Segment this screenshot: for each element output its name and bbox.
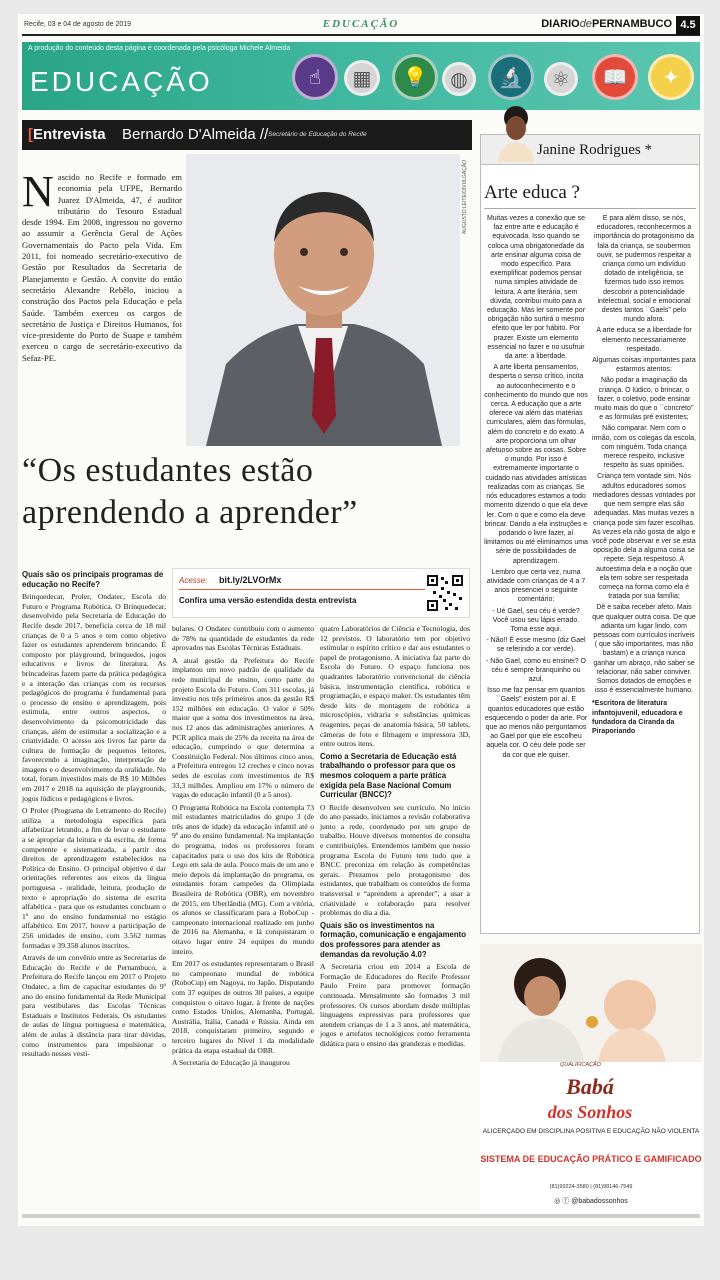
opinion-paragraph: Criança tem vontade sim. Nós adultos educadores somos mediadores dessas vontades por que nem sempre elas são adequadas. Mas muitas vezes a criança pode sim fazer escolhas. As vezes ela não gosta de algo e você pode observar e ver se esta oposição dela a alguma coisa se repete. Seja respeitoso. A autoestima dela e a noção que ela tem sobre ser respeitada começa na forma como ela é tratada por sua família; bbox=[592, 473, 696, 601]
newspaper-logo bbox=[541, 18, 672, 30]
ad-logo-line-1: Babá bbox=[566, 1074, 614, 1099]
access-link[interactable]: bit.ly/2LVOrMx bbox=[219, 575, 282, 585]
interview-paragraph: Brinquedecar, Proler, Ondatec, Escola do Futuro e Programa Robótica. O Brinquedecar, desenvolvido pela Secretaria de Educação do Recife desde 2017, beneficia cerca de 18 mil crianças de 0 a 5 anos e tem como objetivo fazer os estudantes aprenderem brincando. É composto por playground, brinquedos, jogos educativos e livros de literatura. As brincadeiras fazem parte da prática pedagógica e a interação das crianças com os recursos pedagógicos do programa é fundamental para o processo de ensino e aprendizagem, pois estimula, entre outros aspectos, o desenvolvimento da psicomotricidade das crianças, além de estimular a socialização e a criatividade. O acesso aos livros faz parte da cultura de formação de pequenos leitores, favorecendo a imaginação, interpretação de imagens e o desenvolvimento da oralidade. No total, foram investidos mais de R$ 10 Milhões em 2017 e 2018 na aquisição de playgrounds, jogos lúdicos e pedagógicos e livros. bbox=[22, 592, 166, 803]
newspaper-page bbox=[18, 14, 704, 1226]
ad-photo bbox=[480, 944, 702, 1062]
ad-social: ◎ ⓕ @babadossonhos bbox=[554, 1198, 628, 1205]
opinion-paragraph: Não comparar. Nem com o irmão, com os colegas da escola, com ninguém. Toda criança merece respeito, inclusive respeito às suas opiniões. bbox=[592, 425, 696, 470]
opinion-title: Arte educa ? bbox=[484, 182, 580, 203]
opinion-paragraph: Dê e saiba receber afeto. Mais que qualquer outra coisa. De que adianta um lugar lindo, com pessoas com currículos incríveis ( que são importantes, mas não bastam) e a criança nunca ganhar um abraço, não saber se relacionar, não saber conviver. Somos dotados de emoções e isso é essencialmente humano. bbox=[592, 604, 696, 695]
interview-paragraph: Em 2017 os estudantes representaram o Brasil no campeonato mundial de robótica (RoboCup) em Nagoya, no Japão. Disputando com 37 equipes de outros 30 países, a equipe conquistou o oitavo lugar, à frente de nações como Estados Unidos, Alemanha, Portugal, Austrália, Itália, Canadá e Rússia. Ainda em 2018, conquistaram primeiro, segundo e terceiro lugares do Nível 1 da modalidade prática da etapa estadual da OBR. bbox=[172, 959, 314, 1055]
ad-logo-line-2: dos Sonhos bbox=[547, 1102, 633, 1122]
columnist-avatar bbox=[494, 104, 538, 162]
interview-paragraph: A Secretaria de Educação já inaugurou bbox=[172, 1058, 290, 1068]
opinion-paragraph: Não podar a imaginação da criança. O lúdico, o brincar, o fazer, o coletivo, pode ensinar muito mais do que o ``concreto'' e as fórmulas pré existentes; bbox=[594, 377, 694, 422]
interview-paragraph: O Programa Robótica na Escola contempla 73 mil estudantes matriculados do grupo 3 (de três anos de idade) da educação infantil até o 9º ano do ensino fundamental. Na implantação do programa, todos os professores foram capacitados para o uso dos kits de Robótica Lego em sala de aula. Pouco mais de um ano e meio depois da implantação do programa, os estudantes foram campeões da Olimpíada Brasileira de Robótica (OBR), em novembro de 2015, em Uberlândia (MG). Com a vitória, os alunos se classificaram para a RoboCup - campeonato internacional realizado em junho de 2016 na Alemanha, e lá conquistaram o oitavo lugar entre 24 equipes do mundo inteiro. bbox=[172, 802, 314, 956]
logo-part-2: de bbox=[579, 18, 592, 30]
interviewee-name: Bernardo D'Almeida // bbox=[122, 126, 269, 143]
touch-screen-icon: ☝ bbox=[292, 54, 338, 100]
article-column-1 bbox=[22, 570, 166, 1062]
ad-tagline: ALICERÇADO EM DISCIPLINA POSITIVA E EDUCAÇÃO NÃO VIOLENTA bbox=[482, 1128, 700, 1135]
atom-icon: ⚛ bbox=[544, 62, 578, 96]
edition-date: Recife, 03 e 04 de agosto de 2019 bbox=[24, 21, 132, 28]
ad-logo bbox=[530, 1070, 650, 1126]
masthead bbox=[22, 16, 700, 36]
interview-question: Quais são os principais programas de educação no Recife? bbox=[22, 570, 164, 589]
interview-paragraph: A Secretaria criou em 2014 a Escola de Formação de Educadores do Recife Professor Paulo Freire para promover formação continuada. Mensalmente são formados 3 mil professores. Os cursos abordam desde múltiplas linguagens expressivas para professores que atendem crianças de 1 a 3 anos, até matemática, jogos e artefatos tecnológicos como ferramenta didática para o ensino das grandezas e medidas. bbox=[320, 962, 470, 1048]
opinion-paragraph: - Ué Gael, seu céu é verde? Você usou seu lápis errado. Toma esse aqui. bbox=[492, 607, 580, 633]
interview-paragraph: bulares. O Ondatec contribuiu com o aumento de 78% na quantidade de estudantes da rede aprovados nas Escolas Técnicas Estaduais. bbox=[172, 624, 314, 653]
globe-icon: ◍ bbox=[442, 62, 476, 96]
interview-intro bbox=[22, 167, 182, 364]
book-icon: 📖 bbox=[592, 54, 638, 100]
interview-paragraph: A atual gestão da Prefeitura do Recife implantou um novo padrão de qualidade da rede municipal de ensino, como parte do projeto Escola do Futuro. Com 311 escolas, já investiu nos três primeiros anos da gestão R$ 152 milhões em educação. O valor é 50% maior que a soma dos investimentos na área, nos 12 anos das administrações anteriores. A PCR aplica mais de 25% da receita na área de educação, cumprindo o que determina a Constituição Federal. Nos últimos cinco anos, a Prefeitura entregou 12 creches e cinco novas sedes de escolas com investimentos de R$ 33,3 milhões. Ampliou em 17% o número de vagas de educação infantil (0 a 5 anos). bbox=[172, 655, 314, 800]
interview-header bbox=[22, 120, 472, 150]
opinion-paragraph: A arte liberta pensamentos, desperta o senso crítico, incita ao autoconhecimento e o conhecimento do mundo que nos cerca. A educação que a arte oferece vai além das matérias curriculares, além das fórmulas, além do concreto e do exato. A arte proporciona um olhar afetuoso sobre as coisas. Sobre o mundo. Por isso é extremamente importante o cuidado nas atividades artísticas realizadas com as crianças. Se nós educadores estamos a todo momento dizendo o que ela deve ler. Com o que e como ela deve brincar. Dando a ela instruções e podando o livre fazer, aí limitamos ou até eliminamos uma série de possibilidades de aprendizagem. bbox=[484, 364, 588, 565]
interview-headline: “Os estudantes estão aprendendo a aprender” bbox=[22, 452, 358, 531]
opinion-paragraph: E para além disso, se nós, educadores, reconhecermos a importância do protagonismo da fala da criança, se soubermos ouvir, se pudermos respeitar a criança como um indivíduo dotado de inteligência, se fizermos tudo isso iremos descobrir a potencialidade intelectual, social e emocional destes tantos ``Gaels'' pelo mundo afora. bbox=[593, 215, 694, 324]
logo-part-1: DIARIO bbox=[541, 18, 580, 30]
opinion-paragraph: Lembro que certa vez, numa atividade com crianças de 4 a 7 anos presenciei o seguinte comentário: bbox=[486, 568, 586, 604]
intro-text: ascido no Recife e formado em economia pela UFPE, Bernardo Juarez D'Almeida, 47, é auditor tributário do Tesouro Estadual desde 1994. Em 2008, ingressou no governo ao assumir a Gerência Geral de Ações Governamentais do Pacto pela Vida. Em 2011, foi nomeado secretário-executivo de Gestão por Resultados da Secretaria de Planejamento e Gestão. A convite do então secretário Alexandre Rebêlo, iniciou a construção dos Pactos pela Educação e pela Saúde. Também exerceu os cargos de secretário de Justiça e Direitos Humanos, foi vice-presidente do Porto de Suape e também exerceu o cargo de secretário-executivo da Sefaz-PE. bbox=[22, 172, 182, 363]
access-text: Confira uma versão estendida desta entrevista bbox=[179, 596, 357, 605]
lightbulb-icon: 💡 bbox=[392, 54, 438, 100]
opinion-paragraph: Algumas coisas importantes para estarmos atentos: bbox=[592, 357, 696, 374]
interviewee-role: Secretário de Educação do Recife bbox=[268, 131, 367, 138]
interview-paragraph: quatro Laboratórios de Ciência e Tecnologia, dos 12 previstos. O laboratório tem por objetivo estimular o espírito crítico e dar aos estudantes o papel de protagonismo. A iniciativa faz parte do Escola do Futuro. O espaço funciona nos quadrantes laboratório convencional de ciência básica, instrumentação científica, robótica e programação, e espaço maker. Os estudantes têm desde kits de montagem de robótica a microscópios, vidraria e substâncias químicas reagentes, peças de anatomia básica, 50 tablets, câmeras de foto e filmagem e impressora 3D, entre outros itens. bbox=[320, 624, 470, 749]
drop-cap: N bbox=[22, 167, 54, 216]
access-box bbox=[172, 568, 470, 618]
page-footer-rule bbox=[22, 1214, 700, 1218]
columnist-name: Janine Rodrigues * bbox=[537, 142, 652, 158]
qr-code-icon[interactable] bbox=[425, 573, 465, 613]
opinion-paragraph: A arte educa se a liberdade for elemento necessariamente respeitado. bbox=[596, 327, 692, 353]
opinion-column-2 bbox=[592, 214, 696, 738]
lego-brick-icon: ▦ bbox=[344, 60, 380, 96]
interview-label: [Entrevista bbox=[28, 126, 106, 143]
interview-paragraph: O Proler (Programa de Letramento do Recife) utiliza a metodologia específica para alfabetizar letrando, a fim de levar o estudante a se apropriar da leitura e da escrita, de forma competente e sistematizada, a partir dos direitos de aprendizagem estabelecidos na Política de Ensino. O principal objetivo é dar orientações referentes aos eixos da língua portuguesa - oralidade, leitura, produção de texto e apropriação do sistema de escrita alfabética - para que os estudantes concluam o 1º ano do ensino fundamental no estágio alfabético. Em 2017, houve a participação de 256 unidades de ensino, com 3.562 turmas formadas e 39.358 alunos inscritos. bbox=[22, 806, 166, 950]
ad-headline: SISTEMA DE EDUCAÇÃO PRÁTICO E GAMIFICADO bbox=[480, 1154, 702, 1164]
interview-question: Quais são os investimentos na formação, comunicação e engajamento dos professores para atender as demandas da revolução 4.0? bbox=[320, 920, 467, 959]
article-column-3 bbox=[320, 624, 470, 1052]
section-name: EDUCAÇÃO bbox=[322, 18, 400, 30]
idea-bulb-icon: ✦ bbox=[648, 54, 694, 100]
facebook-icon: ⓕ bbox=[562, 1198, 572, 1205]
photo-credit: AUGUSTO LEITE/DIVULGAÇÃO bbox=[462, 159, 468, 234]
instagram-icon: ◎ bbox=[554, 1198, 563, 1205]
advertisement[interactable] bbox=[480, 944, 702, 1216]
opinion-paragraph: - Não Gael, como eu ensinei? O céu é sempre branquinho ou azul. bbox=[486, 657, 586, 683]
access-label: Acesse: bbox=[179, 576, 208, 585]
ad-qualification: QUALIFICAÇÃO bbox=[560, 1062, 601, 1068]
opinion-paragraph: Muitas vezes a conexão que se faz entre arte e educação é equivocada. Isso quando se coloca uma obrigatoriedade da arte ensinar alguma coisa de modo específico. Para exemplificar podemos pensar numa simples atividade de leitura. A arte literária, sem dúvida, contribui muito para a educação. Mas ler somente por obrigação não surtirá o mesmo efeito que ler por hábito. Por prazer. Existe um elemento essencial no fazer e no usufruir da arte: a liberdade. bbox=[486, 215, 586, 361]
portrait-illustration bbox=[186, 154, 460, 446]
ad-phones: (81)99224-3580 | (81)98146-7549 bbox=[549, 1184, 633, 1190]
access-divider bbox=[179, 589, 429, 590]
portrait-photo bbox=[186, 154, 460, 446]
article-column-2 bbox=[172, 624, 314, 1071]
opinion-paragraph: Isso me faz pensar em quantos ``Gaels'' existem por aí. E quantos educadores que estão esquecendo o poder da arte. Por que ao menos não perguntamos ao Gael por que ele escolheu aquela cor. O céu dele pode ser da cor que ele quiser. bbox=[484, 687, 588, 759]
microscope-icon: 🔬 bbox=[488, 54, 534, 100]
logo-part-3: PERNAMBUCO bbox=[591, 18, 672, 30]
banner-credit: A produção do conteúdo desta página é coordenada pela psicóloga Michele Almeida bbox=[28, 45, 291, 52]
interview-paragraph: Através de um convênio entre as Secretarias de Educação do Recife e de Pernambuco, a Prefeitura do Recife lançou em 2017 o Projeto Ondatec, a fim de capacitar estudantes do 9º ano do ensino fundamental da Rede Municipal para vestibulares das Escolas Técnicas Estaduais e Institutos Federais. Os estudantes de aulas de língua portuguesa e matemática, além de aulas à distância para tirar dúvidas, como instrumentos para impulsionar o resultado nesses vesti- bbox=[22, 953, 166, 1059]
interview-question: Como a Secretaria de Educação está trabalhando o professor para que os mesmos coloquem a parte prática exigida pela Base Nacional Comum Curricular (BNCC)? bbox=[320, 751, 457, 800]
page-number: 4.5 bbox=[676, 16, 700, 35]
columnist-signature: *Escritora de literatura infantojuvenil, educadora e fundadora da Ciranda da Piraporiando bbox=[592, 700, 683, 735]
interview-paragraph: O Recife desenvolveu seu currículo. No início do ano passado, iniciamos a revisão colaborativa junto a rede, coordenado por um grupo de trabalho. Houve diversos momentos de consulta e contribuições. Entendemos também que nosso programa Escola do Futuro tem tudo que a BNCC preconiza em relação às competências gerais. Prezamos pelo protagonismo dos estudantes, que trabalham os conteúdos de forma transversal e “aprendem a aprender”, a usar a criatividade e colaboração para resolver problemas do dia a dia. bbox=[320, 802, 470, 918]
banner-title: EDUCAÇÃO bbox=[30, 66, 213, 97]
section-banner bbox=[22, 42, 700, 110]
opinion-column-1 bbox=[484, 214, 588, 762]
opinion-title-rule bbox=[484, 208, 696, 209]
opinion-paragraph: - Não!! É esse mesmo (diz Gael se referindo a cor verde). bbox=[486, 637, 586, 654]
